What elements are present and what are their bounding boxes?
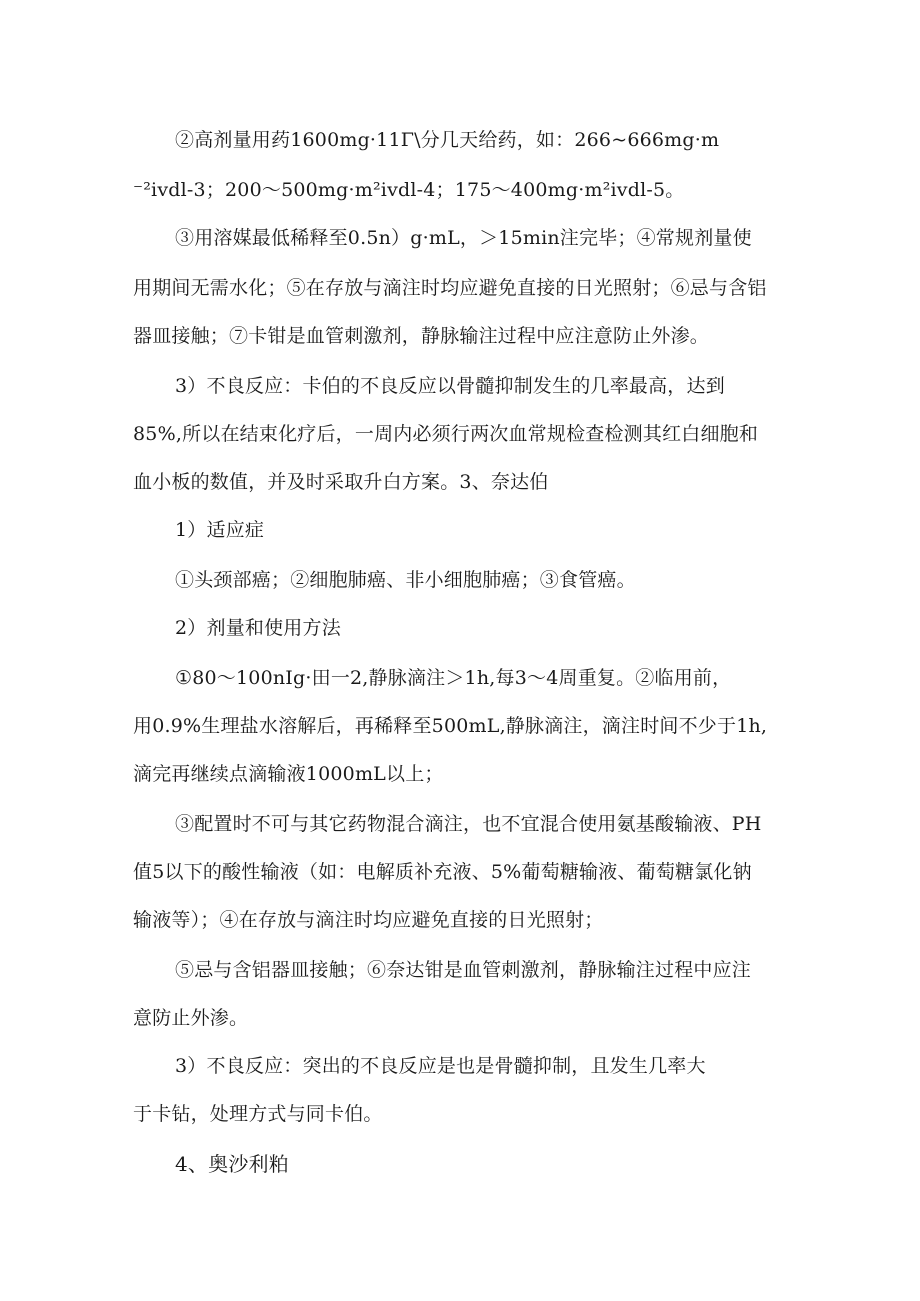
paragraph-line-adverse-2: 85%,所以在结束化疗后，一周内必须行两次血常规检查检测其红白细胞和 xyxy=(133,423,759,445)
paragraph-line-solvent: ③用溶媒最低稀释至0.5n）g·mL，＞15min注完毕；④常规剂量使 xyxy=(175,227,752,249)
paragraph-line-adverse-nedaplatin-1: 3）不良反应：突出的不良反应是也是骨髓抑制，且发生几率大 xyxy=(175,1055,706,1077)
section-heading-dosage: 2）剂量和使用方法 xyxy=(175,617,341,639)
paragraph-line-aluminum-2: 意防止外渗。 xyxy=(133,1007,249,1029)
paragraph-line-preparation-2: 值5以下的酸性输液（如：电解质补充液、5%葡萄糖输液、葡萄糖氯化钠 xyxy=(133,861,752,883)
paragraph-line-preparation-1: ③配置时不可与其它药物混合滴注，也不宜混合使用氨基酸输液、PH xyxy=(175,813,762,835)
paragraph-line-dosage-2: 用0.9%生理盐水溶解后，再稀释至500mL,静脉滴注，滴注时间不少于1h, xyxy=(133,715,768,737)
paragraph-line-dosage-3: 滴完再继续点滴输液1000mL以上； xyxy=(133,763,444,785)
paragraph-line-hydration: 用期间无需水化；⑤在存放与滴注时均应避免直接的日光照射；⑥忌与含铝 xyxy=(133,277,767,299)
paragraph-line-adverse-1: 3）不良反应：卡伯的不良反应以骨髓抑制发生的几率最高，达到 xyxy=(175,375,725,397)
paragraph-line-dosage-values: ⁻²ivdl-3；200～500mg·m²ivdl-4；175～400mg·m²ivdl-5。 xyxy=(133,179,685,201)
section-heading-oxaliplatin: 4、奥沙利粕 xyxy=(175,1152,289,1176)
paragraph-line-aluminum-1: ⑤忌与含铝器皿接触；⑥奈达钳是血管刺激剂，静脉输注过程中应注 xyxy=(175,959,752,981)
paragraph-line-adverse-3: 血小板的数值，并及时采取升白方案。3、奈达伯 xyxy=(133,471,549,493)
section-heading-indications: 1）适应症 xyxy=(175,519,265,541)
paragraph-line-vascular: 器皿接触；⑦卡钳是血管刺激剂，静脉输注过程中应注意防止外渗。 xyxy=(133,325,710,347)
paragraph-line-preparation-3: 输液等）；④在存放与滴注时均应避免直接的日光照射； xyxy=(133,909,604,931)
paragraph-line-dosage-high: ②高剂量用药1600mg·11Γ\分几天给药，如：266~666mg·m xyxy=(175,129,720,151)
paragraph-line-dosage-1: ①80～100nIg·田一2,静脉滴注＞1h,每3～4周重复。②临用前， xyxy=(175,667,732,689)
paragraph-line-adverse-nedaplatin-2: 于卡钻，处理方式与同卡伯。 xyxy=(133,1103,383,1125)
paragraph-line-indications: ①头颈部癌；②细胞肺癌、非小细胞肺癌；③食管癌。 xyxy=(175,569,636,591)
